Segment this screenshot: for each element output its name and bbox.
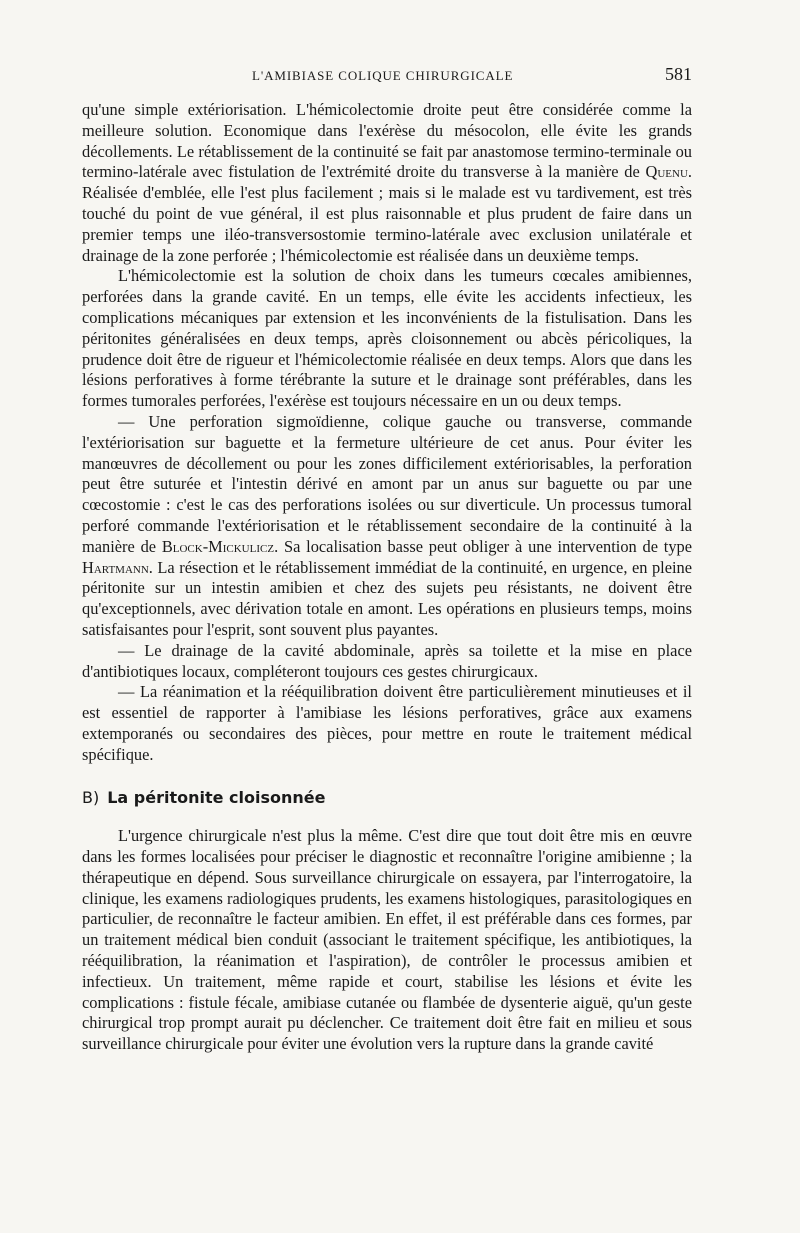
- page-number: 581: [665, 64, 692, 84]
- section-letter: B): [82, 787, 100, 807]
- author-name: Block-Mickulicz: [161, 536, 275, 556]
- body-text: [82, 100, 692, 1055]
- author-name: Quenu: [645, 162, 688, 182]
- paragraph: L'hémicolectomie est la solution de choix dans les tumeurs cœcales amibiennes, perforées dans la grande cavité. En un temps, elle évite les accidents infectieux, les complications mécaniques par extension et les inconvénients de la fistulisation. Dans les péritonites généralisées en deux temps, après cloisonnement ou abcès péricoliques, la prudence doit être de rigueur et l'hémicolectomie réalisée en deux temps. Alors que dans les lésions perforatives à forme térébrante la suture et le drainage sont préférables, dans les formes tumorales perforées, l'exérèse est toujours nécessaire en un ou deux temps.: [82, 266, 692, 411]
- page-header: [82, 64, 692, 88]
- running-title: L'AMIBIASE COLIQUE CHIRURGICALE: [252, 68, 514, 83]
- paragraph: — La réanimation et la rééquilibration doivent être particulièrement minutieuses et il est essentiel de rapporter à l'amibiase les lésions perforatives, grâce aux examens extemporanés ou secondaires des pièces, pour mettre en route le traitement médical spécifique.: [82, 682, 692, 764]
- author-name: Hartmann: [82, 557, 149, 577]
- paragraph: qu'une simple extériorisation. L'hémicolectomie droite peut être considérée comme la meilleure solution. Economique dans l'exérèse du mésocolon, elle évite les grands décollements. Le rétablissement de la continuité se fait par anastomose termino-terminale ou termino-latérale avec fistulation de l'extrémité droite du transverse à la manière de Quenu. Réalisée d'emblée, elle l'est plus facilement ; mais si le malade est vu tardivement, est très touché du point de vue général, il est plus raisonnable et plus prudent de faire dans un premier temps une iléo-transversostomie termino-latérale avec exclusion unilatérale et drainage de la zone perforée ; l'hémicolectomie est réalisée dans un deuxième temps.: [82, 100, 692, 265]
- paragraph: L'urgence chirurgicale n'est plus la même. C'est dire que tout doit être mis en œuvre dans les formes localisées pour préciser le diagnostic et reconnaître l'origine amibienne ; la thérapeutique en dépend. Sous surveillance chirurgicale on essayera, par l'interrogatoire, la clinique, les examens radiologiques prudents, les examens histologiques, parasitologiques en particulier, de reconnaître le facteur amibien. En effet, il est préférable dans ces formes, par un traitement médical bien conduit (associant le traitement spécifique, les antibiotiques, la rééquilibration, la réanimation et l'aspiration), de contrôler le processus amibien et infectieux. Un traitement, même rapide et court, stabilise les lésions et évite les complications : fistule fécale, amibiase cutanée ou flambée de dysenterie aiguë, qu'un geste chirurgical trop prompt aurait pu déclencher. Ce traitement doit être fait en milieu et sous surveillance chirurgicale pour éviter une évolution vers la rupture dans la grande cavité: [82, 826, 692, 1054]
- paragraph: — Le drainage de la cavité abdominale, après sa toilette et la mise en place d'antibiotiques locaux, compléteront toujours ces gestes chirurgicaux.: [82, 640, 692, 681]
- section-heading: [82, 788, 692, 809]
- section-title: La péritonite cloisonnée: [107, 787, 326, 807]
- paragraph: — Une perforation sigmoïdienne, colique gauche ou transverse, commande l'extériorisation sur baguette et la fermeture ultérieure de cet anus. Pour éviter les manœuvres de décollement ou pour les zones difficilement extériorisables, la perforation peut être suturée et l'intestin dérivé en amont par un anus sur baguette ou par une cœcostomie : c'est le cas des perforations isolées ou sur diverticule. Un processus tumoral perforé commande l'extériorisation et le rétablissement secondaire de la continuité à la manière de Block-Mickulicz. Sa localisation basse peut obliger à une intervention de type Hartmann. La résection et le rétablissement immédiat de la continuité, en urgence, en pleine péritonite sur un intestin amibien et chez des sujets peu résistants, ne doivent être qu'exceptionnels, avec dérivation totale en amont. Les opérations en plusieurs temps, moins satisfaisantes pour l'esprit, sont souvent plus payantes.: [82, 411, 692, 639]
